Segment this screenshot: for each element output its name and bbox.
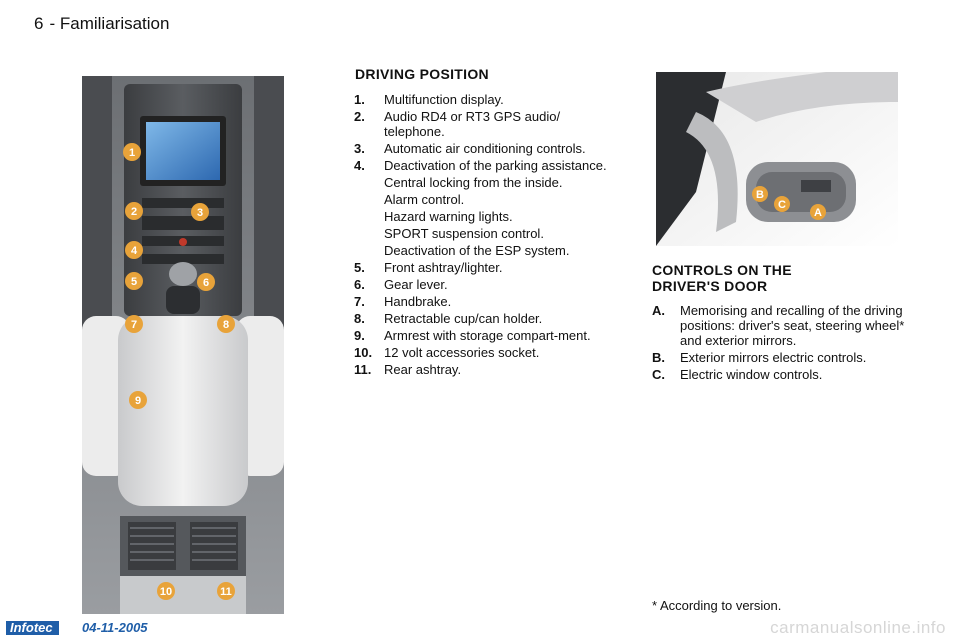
page-number: 6 xyxy=(34,14,44,33)
console-callout-label: 4 xyxy=(130,245,138,257)
door-control-item xyxy=(652,303,914,348)
drivers-door-photo xyxy=(656,72,898,246)
console-callout-label: 2 xyxy=(130,206,138,218)
driving-position-item-key: 7. xyxy=(354,294,365,309)
door-callout-label: B xyxy=(756,189,764,201)
driving-position-item-subtext: Alarm control. xyxy=(384,192,465,207)
driving-position-item-key: 6. xyxy=(354,277,365,292)
driving-position-item-key: 2. xyxy=(354,109,365,124)
driving-position-item-text: Rear ashtray. xyxy=(384,362,462,377)
driving-position-item-text: Deactivation of the parking assistance. xyxy=(384,158,607,173)
driving-position-item-text: Handbrake. xyxy=(384,294,452,309)
driving-position-item-key: 5. xyxy=(354,260,365,275)
driving-position-item xyxy=(354,362,616,377)
driving-position-item-key: 3. xyxy=(354,141,365,156)
driving-position-item-text: Audio RD4 or RT3 GPS audio/ telephone. xyxy=(384,109,561,139)
driving-position-item xyxy=(354,260,616,275)
driving-position-item-key: 8. xyxy=(354,311,365,326)
door-control-item-key: A. xyxy=(652,303,665,318)
driving-position-item-subtext: Deactivation of the ESP system. xyxy=(384,243,570,258)
console-callout-label: 8 xyxy=(222,319,230,331)
console-callout-label: 1 xyxy=(128,147,136,159)
door-controls-title-line1: CONTROLS ON THE xyxy=(652,262,792,278)
driving-position-item xyxy=(354,158,616,258)
header-separator: - xyxy=(49,14,56,33)
console-callout-label: 10 xyxy=(159,586,173,598)
door-callout-label: C xyxy=(778,199,786,211)
infotec-logo: Infotec xyxy=(6,621,59,635)
door-control-item xyxy=(652,350,914,365)
console-callout-label: 9 xyxy=(134,395,142,407)
driving-position-item xyxy=(354,345,616,360)
driving-position-item-subtext: Hazard warning lights. xyxy=(384,209,513,224)
door-control-item-text: Electric window controls. xyxy=(680,367,823,382)
page-header xyxy=(34,14,169,34)
driving-position-title: DRIVING POSITION xyxy=(355,66,489,82)
footnote: * According to version. xyxy=(652,598,782,613)
door-control-item-text: Memorising and recalling of the driving positions: driver's seat, steering wheel* and exterior mirrors. xyxy=(680,303,905,348)
door-control-item-key: C. xyxy=(652,367,665,382)
driving-position-item-key: 9. xyxy=(354,328,365,343)
driving-position-item-text: 12 volt accessories socket. xyxy=(384,345,540,360)
door-control-item-text: Exterior mirrors electric controls. xyxy=(680,350,867,365)
console-callout-label: 11 xyxy=(220,586,232,598)
footer-date: 04-11-2005 xyxy=(82,620,148,635)
driving-position-item xyxy=(354,328,616,343)
driving-position-item-key: 1. xyxy=(354,92,365,107)
driving-position-item-subtext: Central locking from the inside. xyxy=(384,175,563,190)
door-controls-title-line2: DRIVER'S DOOR xyxy=(652,278,768,294)
driving-position-item xyxy=(354,294,616,309)
door-controls-list xyxy=(652,303,914,384)
driving-position-item xyxy=(354,141,616,156)
door-control-item xyxy=(652,367,914,382)
driving-position-item-text: Armrest with storage compart-ment. xyxy=(384,328,591,343)
watermark: carmanualsonline.info xyxy=(770,618,946,637)
driving-position-item xyxy=(354,311,616,326)
driving-position-item xyxy=(354,277,616,292)
console-callout-label: 6 xyxy=(202,277,210,289)
driving-position-item-text: Retractable cup/can holder. xyxy=(384,311,543,326)
driving-position-item xyxy=(354,92,616,107)
driving-position-item-key: 10. xyxy=(354,345,373,360)
door-control-item-key: B. xyxy=(652,350,665,365)
driving-position-item-text: Multifunction display. xyxy=(384,92,504,107)
console-callout-label: 3 xyxy=(196,207,204,219)
door-callout-label: A xyxy=(814,207,822,219)
console-callout-label: 7 xyxy=(130,319,138,331)
driving-position-item-text: Automatic air conditioning controls. xyxy=(384,141,586,156)
driving-position-item xyxy=(354,109,616,139)
page-title: Familiarisation xyxy=(59,14,170,33)
driving-position-item-subtext: SPORT suspension control. xyxy=(384,226,544,241)
door-controls-title xyxy=(652,262,792,294)
driving-position-item-text: Gear lever. xyxy=(384,277,448,292)
driving-position-list xyxy=(354,92,616,379)
driving-position-item-text: Front ashtray/lighter. xyxy=(384,260,503,275)
driving-position-item-key: 4. xyxy=(354,158,365,173)
driving-position-item-key: 11. xyxy=(354,362,372,377)
center-console-photo xyxy=(82,76,284,614)
console-callout-label: 5 xyxy=(130,276,138,288)
